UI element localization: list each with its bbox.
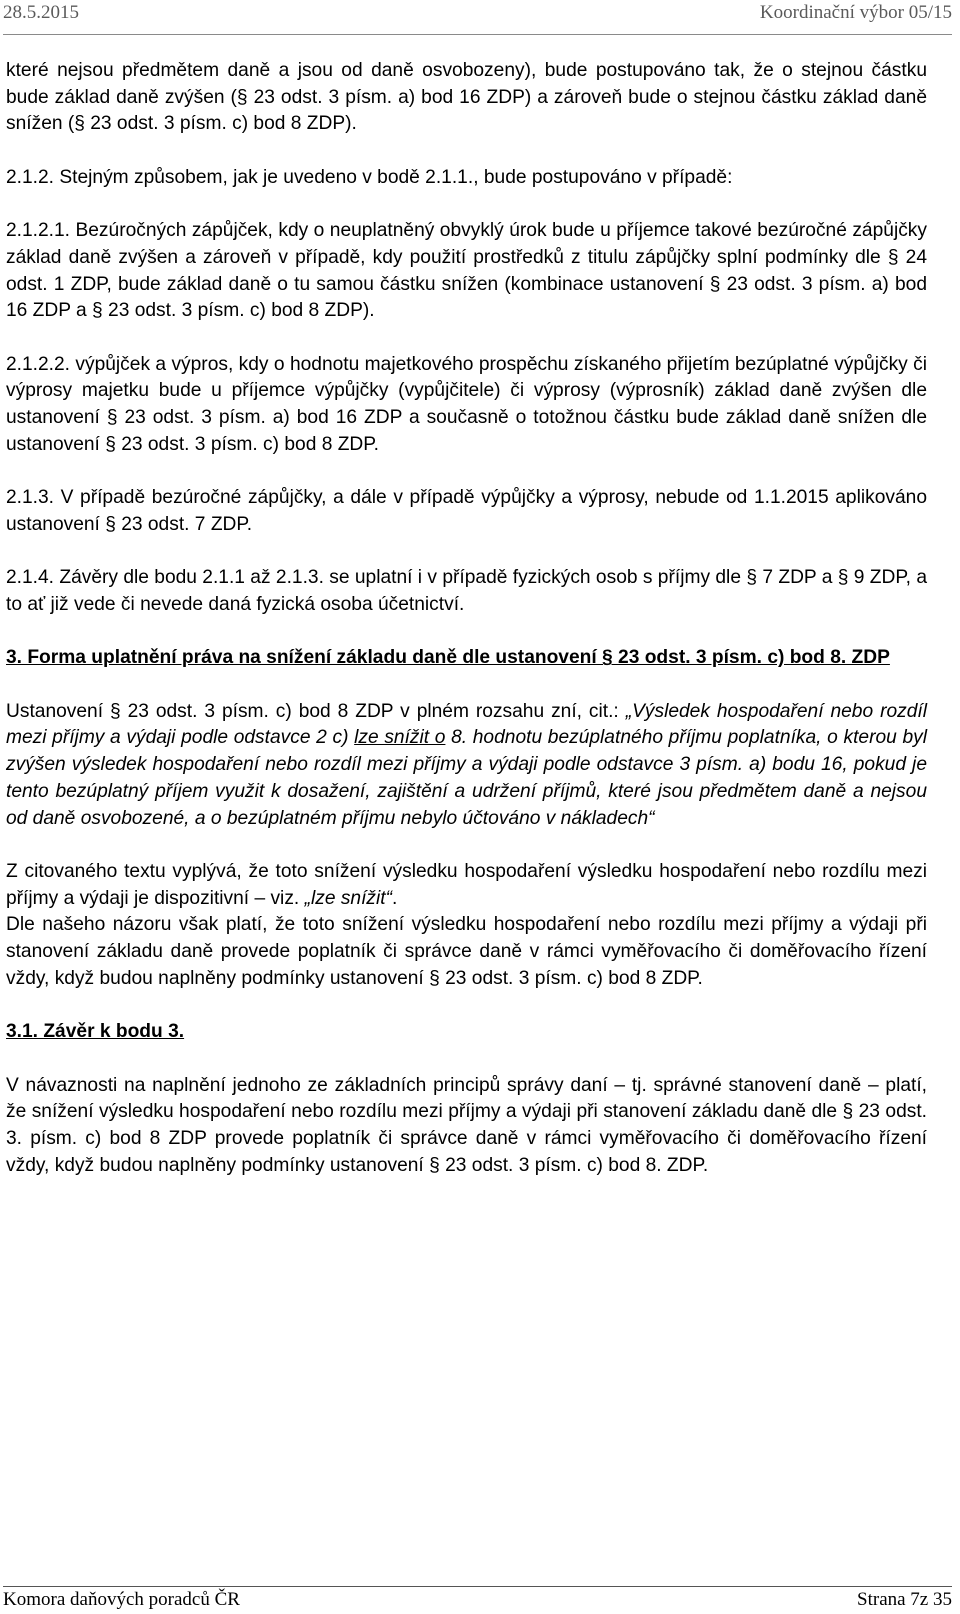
section-3-1-heading: 3.1. Závěr k bodu 3. (6, 1021, 185, 1043)
paragraph-2-1-2-1: 2.1.2.1. Bezúročných zápůjček, kdy o neuplatněný obvyklý úrok bude u příjemce takové bezúročné zápůjčky základ daně zvýšen a zároveň v případě, kdy použití prostředků z titulu zápůjčky splní podmínky dle § 24 odst. 1 ZDP, bude základ daně o tu samou částku snížen (kombinace ustanovení § 23 odst. 3 písm. a) bod 16 ZDP a § 23 odst. 3 písm. c) bod 8 ZDP). (6, 220, 927, 322)
paragraph-citation (6, 699, 927, 833)
paragraph-intro: které nejsou předmětem daně a jsou od daně osvobozeny), bude postupováno tak, že o stejnou částku bude základ daně zvýšen (§ 23 odst. 3 písm. a) bod 16 ZDP) a zároveň bude o stejnou částku základ daně snížen (§ 23 odst. 3 písm. c) bod 8 ZDP). (6, 60, 927, 135)
paragraph-2-1-3: 2.1.3. V případě bezúročné zápůjčky, a dále v případě výpůjčky a výprosy, nebude od 1.1.2015 aplikováno ustanovení § 23 odst. 7 ZDP. (6, 487, 927, 535)
citation-quote-a: „Výsledek hospodaření nebo rozdíl mezi příjmy a výdaji podle odstavce 2 c) (6, 700, 927, 749)
citation-quote-underlined: lze snížit o (354, 727, 446, 749)
header-date: 28.5.2015 (3, 2, 79, 23)
paragraph-opinion: Dle našeho názoru však platí, že toto snížení výsledku hospodaření nebo rozdílu mezi příjmy a výdaji při stanovení základu daně provede poplatník či správce daně v rámci vyměřovacího či doměřovacího řízení vždy, když budou naplněny podmínky ustanovení § 23 odst. 3 písm. c) bod 8 ZDP. (6, 914, 927, 989)
footer-page-number: Strana 7z 35 (857, 1589, 952, 1610)
header-title: Koordinační výbor 05/15 (759, 2, 952, 23)
dispositive-quote: „lze snížit“ (304, 887, 392, 909)
paragraph-dispositive (6, 859, 927, 912)
page-footer (3, 1586, 952, 1614)
dispositive-text: Z citovaného textu vyplývá, že toto snížení výsledku hospodaření výsledku hospodaření nebo rozdílu mezi příjmy a výdaji je dispozitivní – viz. (6, 860, 927, 909)
citation-lead: Ustanovení § 23 odst. 3 písm. c) bod 8 ZDP v plném rozsahu zní, cit.: (6, 700, 626, 722)
document-body (6, 58, 927, 1179)
paragraph-2-1-2: 2.1.2. Stejným způsobem, jak je uvedeno v bodě 2.1.1., bude postupováno v případě: (6, 166, 733, 188)
paragraph-2-1-4: 2.1.4. Závěry dle bodu 2.1.1 až 2.1.3. se uplatní i v případě fyzických osob s příjmy dle § 7 ZDP a § 9 ZDP, a to ať již vede či nevede daná fyzická osoba účetnictví. (6, 567, 927, 615)
paragraph-conclusion: V návaznosti na naplnění jednoho ze základních principů správy daní – tj. správné stanovení daně – platí, že snížení výsledku hospodaření nebo rozdílu mezi příjmy a výdaji při stanovení základu daně dle § 23 odst. 3. písm. c) bod 8 ZDP provede poplatník či správce daně v rámci vyměřovacího či doměřovacího řízení vždy, když budou naplněny podmínky ustanovení § 23 odst. 3 písm. c) bod 8. ZDP. (6, 1074, 927, 1176)
section-3-heading: 3. Forma uplatnění práva na snížení základu daně dle ustanovení § 23 odst. 3 písm. c) bod 8. ZDP (6, 647, 890, 669)
paragraph-2-1-2-2: 2.1.2.2. výpůjček a výpros, kdy o hodnotu majetkového prospěchu získaného přijetím bezúplatné výpůjčky či výprosy majetku bude u příjemce výpůjčky (vypůjčitele) či výprosy (výprosník) základ daně zvýšen dle ustanovení § 23 odst. 3 písm. a) bod 16 ZDP a současně o totožnou částku bude základ daně snížen dle ustanovení § 23 odst. 3 písm. c) bod 8 ZDP. (6, 353, 927, 455)
footer-organization: Komora daňových poradců ČR (3, 1589, 240, 1610)
dispositive-end: . (392, 887, 398, 909)
page-header (3, 0, 952, 35)
citation-quote-b: 8. hodnotu bezúplatného příjmu poplatníka, o kterou byl zvýšen výsledek hospodaření nebo rozdíl mezi příjmy a výdaji podle odstavce 3 písm. a) bodu 16, pokud je tento bezúplatný příjem využit k dosažení, zajištění a udržení příjmů, které jsou předmětem daně a nejsou od daně osvobozené, a o bezúplatném příjmu nebylo účtováno v nákladech“ (6, 727, 927, 829)
